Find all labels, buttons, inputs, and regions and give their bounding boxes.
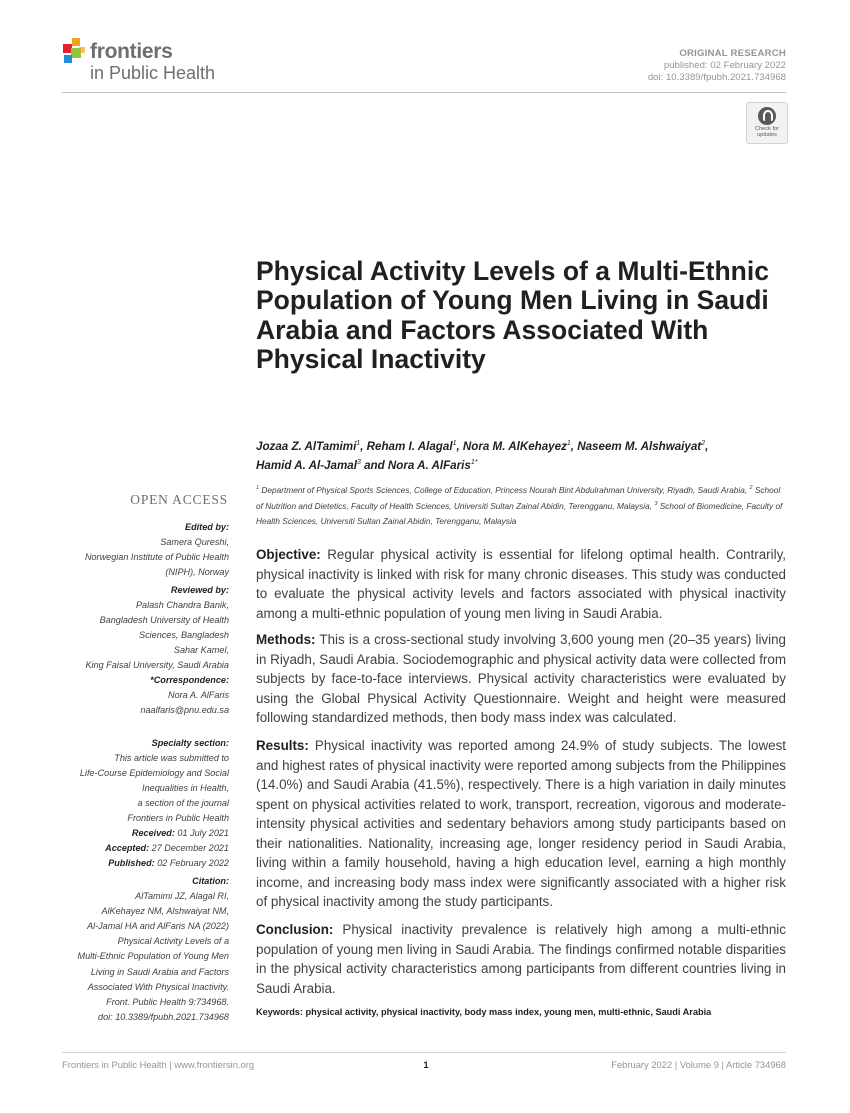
article-doi[interactable]: doi: 10.3389/fpubh.2021.734968 bbox=[647, 71, 786, 83]
specialty-line: Life-Course Epidemiology and Social bbox=[79, 768, 229, 779]
citation-line: Multi-Ethnic Population of Young Men bbox=[77, 951, 229, 962]
received-date: 01 July 2021 bbox=[177, 828, 229, 838]
author-name[interactable]: Nora A. AlFaris bbox=[387, 458, 471, 472]
citation-label: Citation: bbox=[192, 876, 229, 886]
citation-doi[interactable]: doi: 10.3389/fpubh.2021.734968 bbox=[98, 1011, 229, 1022]
specialty-line: This article was submitted to bbox=[114, 753, 229, 764]
author-name[interactable]: Jozaa Z. AlTamimi bbox=[256, 439, 357, 453]
correspondence-label: *Correspondence: bbox=[150, 675, 229, 685]
correspondence-email[interactable]: naalfaris@pnu.edu.sa bbox=[140, 705, 229, 716]
editor-line: (NIPH), Norway bbox=[165, 567, 229, 578]
keywords bbox=[256, 1007, 786, 1017]
specialty-line: Frontiers in Public Health bbox=[127, 813, 229, 824]
reviewer-line: Palash Chandra Banik, bbox=[135, 600, 229, 611]
published-date-value: 02 February 2022 bbox=[157, 858, 229, 869]
affiliation-mark: 1 bbox=[256, 485, 260, 491]
citation-line: Front. Public Health 9:734968. bbox=[106, 996, 229, 1007]
dates-section bbox=[40, 826, 229, 871]
affiliation-text: School of Nutrition and Dietetics, Faculty of Health Sciences, Universiti Sultan Zainal Abidin, Terengganu, Malaysia, bbox=[256, 484, 781, 512]
frontiers-logo-icon bbox=[62, 36, 88, 66]
journal-logo-name: frontiers bbox=[90, 40, 173, 63]
specialty-label: Specialty section: bbox=[151, 738, 229, 748]
citation-line: AlTamimi JZ, Alagal RI, bbox=[135, 891, 229, 902]
author-affiliation-mark: 1* bbox=[470, 458, 478, 466]
affiliation-text: School of Biomedicine, Faculty of Health Sciences, Universiti Sultan Zainal Abidin, Terengganu, Malaysia bbox=[256, 501, 783, 526]
published-label: Published: bbox=[108, 858, 155, 869]
results-text: Physical inactivity was reported among 24.9% of study subjects. The lowest and highest rates of physical inactivity were reported among subjects from the Philippines (14.0%) and Saudi Arabia (41.5%), respectively. There is a high variation in daily minutes spent on physical activities related to work, transport, recreation, vigorous and moderate-intensity physical activities and sedentary behaviors among study participants based on their nationalities. Nationality, increasing age, longer residency period in Saudi Arabia, living within a family household, having a high education level, earning a high monthly income, and increasing body mass index were significantly associated with a higher risk of physical inactivity among the study participants. bbox=[256, 738, 786, 909]
conclusion-heading: Conclusion: bbox=[256, 922, 334, 937]
affiliation-text: Department of Physical Sports Sciences, College of Education, Princess Nourah Bint Abdulrahman University, Riyadh, Saudi Arabia, bbox=[261, 484, 748, 495]
received-label: Received: bbox=[131, 828, 175, 838]
check-for-updates-button[interactable] bbox=[746, 102, 788, 144]
reviewed-by-label: Reviewed by: bbox=[170, 585, 229, 595]
article-type: ORIGINAL RESEARCH bbox=[679, 48, 786, 59]
open-access-label: OPEN ACCESS bbox=[130, 492, 228, 507]
journal-logo-subtitle: in Public Health bbox=[90, 63, 216, 83]
footer-journal-link[interactable]: Frontiers in Public Health | www.frontiersin.org bbox=[62, 1059, 255, 1070]
accepted-date: 27 December 2021 bbox=[151, 843, 229, 854]
author-affiliation-mark: 1 bbox=[566, 440, 571, 447]
article-meta bbox=[648, 48, 786, 83]
author-name[interactable]: Nora M. AlKehayez bbox=[462, 439, 567, 453]
author-name[interactable]: Naseem M. Alshwaiyat bbox=[577, 439, 702, 453]
author-affiliation-mark: 3 bbox=[356, 458, 361, 466]
citation-line: Physical Activity Levels of a bbox=[117, 936, 229, 947]
affiliations bbox=[256, 481, 788, 528]
edited-by-label: Edited by: bbox=[185, 522, 229, 532]
citation-line: Al-Jamal HA and AlFaris NA (2022) bbox=[86, 921, 229, 932]
footer-article-info: February 2022 | Volume 9 | Article 734968 bbox=[611, 1059, 786, 1070]
check-for-updates-sublabel: updates bbox=[757, 132, 777, 138]
objective-heading: Objective: bbox=[256, 547, 321, 562]
keywords-label: Keywords: bbox=[256, 1007, 303, 1017]
affiliation-mark: 3 bbox=[654, 501, 658, 508]
abstract-methods bbox=[256, 630, 786, 728]
footer-divider bbox=[62, 1052, 786, 1053]
citation-line: Associated With Physical Inactivity. bbox=[87, 981, 229, 992]
author-affiliation-mark: 1 bbox=[356, 440, 361, 447]
editor-line: Norwegian Institute of Public Health bbox=[84, 552, 229, 563]
correspondence-section bbox=[40, 673, 229, 718]
abstract-conclusion bbox=[256, 920, 786, 998]
check-for-updates-label: Check for bbox=[755, 126, 779, 132]
citation-line: AlKehayez NM, Alshwaiyat NM, bbox=[101, 906, 229, 917]
reviewer-line: Sciences, Bangladesh bbox=[139, 630, 229, 641]
results-heading: Results: bbox=[256, 738, 309, 753]
published-date: published: 02 February 2022 bbox=[663, 59, 786, 71]
conclusion-text: Physical inactivity prevalence is relatively high among a multi-ethnic population of young men living in Saudi Arabia. The findings confirmed notable disparities in the physical activity characteristics among participants from different countries living in Saudi Arabia. bbox=[256, 922, 786, 996]
author-list: Jozaa Z. AlTamimi$^1$, Reham I. Alagal$^1$, Nora M. AlKehayez$^1$, Naseem M. Alshwaiyat$^2$, Hamid A. Al-Jamal$^3$ and Nora A. AlFaris$^{1*}$ bbox=[256, 439, 709, 472]
accepted-label: Accepted: bbox=[105, 843, 150, 854]
methods-heading: Methods: bbox=[256, 632, 316, 647]
affiliation-mark: 2 bbox=[749, 485, 753, 491]
reviewed-by-section bbox=[40, 583, 229, 674]
header-divider bbox=[62, 92, 786, 93]
author-name[interactable]: Hamid A. Al-Jamal bbox=[256, 458, 357, 472]
citation-line: Living in Saudi Arabia and Factors bbox=[90, 966, 229, 977]
abstract-results bbox=[256, 736, 786, 912]
objective-text: Regular physical activity is essential for lifelong optimal health. Contrarily, physical inactivity is linked with risk for many chronic diseases. This study was conducted to evaluate the physical activity levels and factors associated with physical inactivity among a multi-ethnic population of young men living in Saudi Arabia. bbox=[256, 547, 786, 621]
article-title: Physical Activity Levels of a Multi-Ethnic Population of Young Men Living in Saudi Arabia and Factors Associated With Physical Inactivity bbox=[256, 256, 769, 374]
reviewer-line: Bangladesh University of Health bbox=[99, 615, 229, 626]
editor-line: Samera Qureshi, bbox=[160, 537, 229, 548]
edited-by-section bbox=[40, 520, 229, 580]
specialty-section bbox=[40, 736, 229, 827]
reviewer-line: King Faisal University, Saudi Arabia bbox=[85, 660, 229, 671]
page-number: 1 bbox=[423, 1059, 429, 1070]
reviewer-line: Sahar Kamel, bbox=[173, 645, 229, 656]
keywords-list: physical activity, physical inactivity, body mass index, young men, multi-ethnic, Saudi Arabia bbox=[305, 1007, 712, 1017]
abstract-objective bbox=[256, 545, 786, 623]
citation-section bbox=[40, 874, 229, 1025]
correspondence-name: Nora A. AlFaris bbox=[168, 690, 229, 701]
bookmark-icon bbox=[758, 107, 776, 125]
specialty-line: a section of the journal bbox=[137, 798, 229, 809]
author-affiliation-mark: 2 bbox=[701, 440, 706, 447]
methods-text: This is a cross-sectional study involving 3,600 young men (20–35 years) living in Riyadh, Saudi Arabia. Sociodemographic and physical activity data were collected from subjects by face-to-face interviews. Physical activity characteristics were evaluated by using the Global Physical Activity Questionnaire. Weight and height were measured following standardized methods, then body mass index was calculated. bbox=[256, 632, 786, 725]
author-name[interactable]: Reham I. Alagal bbox=[366, 439, 453, 453]
author-affiliation-mark: 1 bbox=[452, 440, 457, 447]
specialty-line: Inequalities in Health, bbox=[142, 783, 229, 794]
